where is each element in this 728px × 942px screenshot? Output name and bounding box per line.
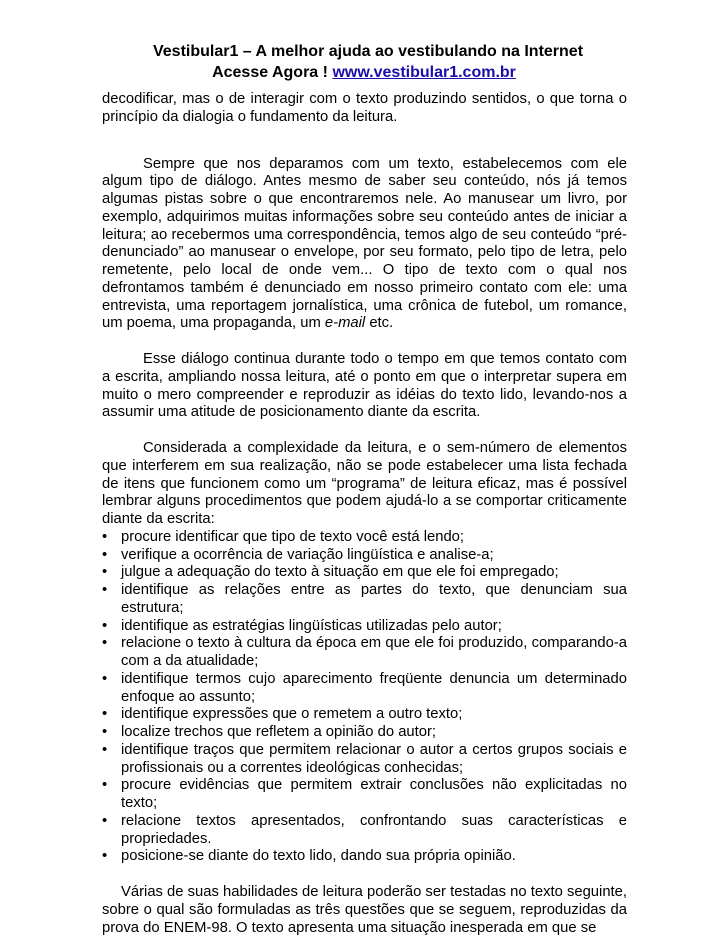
bullet-icon: • (102, 582, 108, 598)
bullet-icon: • (102, 706, 108, 723)
bullet-icon: • (102, 812, 108, 829)
bullet-icon: • (102, 777, 108, 794)
list-item: • identifique traços que permitem relacionar o autor a certos grupos sociais e profissionais ou a correntes ideológicas conhecidas; (102, 741, 627, 776)
procedure-list (102, 529, 627, 866)
list-item: • relacione textos apresentados, confrontando suas características e propriedades. (102, 812, 627, 847)
header-title: Vestibular1 – A melhor ajuda ao vestibulando na Internet (152, 43, 584, 60)
list-item: • identifique expressões que o remetem a outro texto; (102, 706, 463, 723)
bullet-icon: • (102, 724, 108, 740)
list-item: • relacione o texto à cultura da época em que ele foi produzido, comparando-a com a da atualidade; (102, 635, 627, 669)
bullet-icon: • (102, 635, 108, 652)
paragraph-3: Esse diálogo continua durante todo o tempo em que temos contato com a escrita, ampliando nossa leitura, até o ponto em que o interpretar supera em muito o mero compreender e reproduzir as idéias do texto lido, levando-nos a assumir uma atitude de posicionamento diante da escrita. (102, 351, 627, 421)
list-item: • identifique as relações entre as partes do texto, que denunciam sua estrutura; (102, 582, 627, 616)
page-header (0, 41, 728, 83)
header-subtitle (0, 62, 728, 83)
list-item: • posicione-se diante do texto lido, dando sua própria opinião. (102, 848, 516, 865)
header-link[interactable]: www.vestibular1.com.br (332, 64, 516, 81)
list-item: • identifique termos cujo aparecimento freqüente denuncia um determinado enfoque ao assunto; (102, 670, 627, 705)
paragraph-4: Considerada a complexidade da leitura, e o sem-número de elementos que interferem em sua realização, não se pode estabelecer uma lista fechada de itens que funcionem como um “programa” de leitura eficaz, mas é possível lembrar alguns procedimentos que podem ajudá-lo a se comportar criticamente diante da escrita: (102, 440, 627, 527)
bullet-icon: • (102, 546, 108, 563)
bullet-icon: • (102, 617, 108, 634)
bullet-icon: • (102, 848, 108, 865)
document-body (102, 91, 627, 937)
emphasis-email: e-mail (324, 315, 366, 332)
bullet-icon: • (102, 564, 108, 581)
paragraph-5: Várias de suas habilidades de leitura poderão ser testadas no texto seguinte, sobre o qual são formuladas as três questões que se seguem, reproduzidas da prova do ENEM-98. O texto apresenta uma situação inesperada em que se (102, 884, 627, 936)
bullet-icon: • (102, 528, 108, 545)
paragraph-2: Sempre que nos deparamos com um texto, estabelecemos com ele algum tipo de diálogo. Antes mesmo de saber seu conteúdo, nós já temos algumas pistas sobre o que encontraremos nele. Ao manusear um livro, por exemplo, adquirimos muitas informações sobre seu conteúdo antes de iniciar a leitura; ao recebermos uma correspondência, temos algo de seu conteúdo “pré-denunciado” ao manusear o envelope, por seu formato, pelo tipo de letra, pelo remetente, pelo local de onde vem... O tipo de texto com o qual nos defrontamos também é denunciado em nosso primeiro contato com ele: uma entrevista, uma reportagem jornalística, uma crônica de futebol, um romance, um poema, uma propaganda, um e-mail etc. (102, 155, 627, 332)
list-item: • procure evidências que permitem extrair conclusões não explicitadas no texto; (102, 777, 627, 811)
paragraph-1: decodificar, mas o de interagir com o texto produzindo sentidos, o que torna o princípio da dialogia o fundamento da leitura. (102, 91, 627, 125)
list-item: • verifique a ocorrência de variação lingüística e analise-a; (102, 546, 494, 563)
list-item: • julgue a adequação do texto à situação em que ele foi empregado; (102, 564, 559, 581)
bullet-icon: • (102, 670, 108, 687)
bullet-icon: • (102, 741, 108, 758)
list-item: • procure identificar que tipo de texto você está lendo; (102, 528, 465, 545)
list-item: • identifique as estratégias lingüísticas utilizadas pelo autor; (102, 617, 502, 634)
list-item: • localize trechos que refletem a opinião do autor; (102, 724, 437, 740)
header-cta: Acesse Agora ! (212, 64, 328, 81)
